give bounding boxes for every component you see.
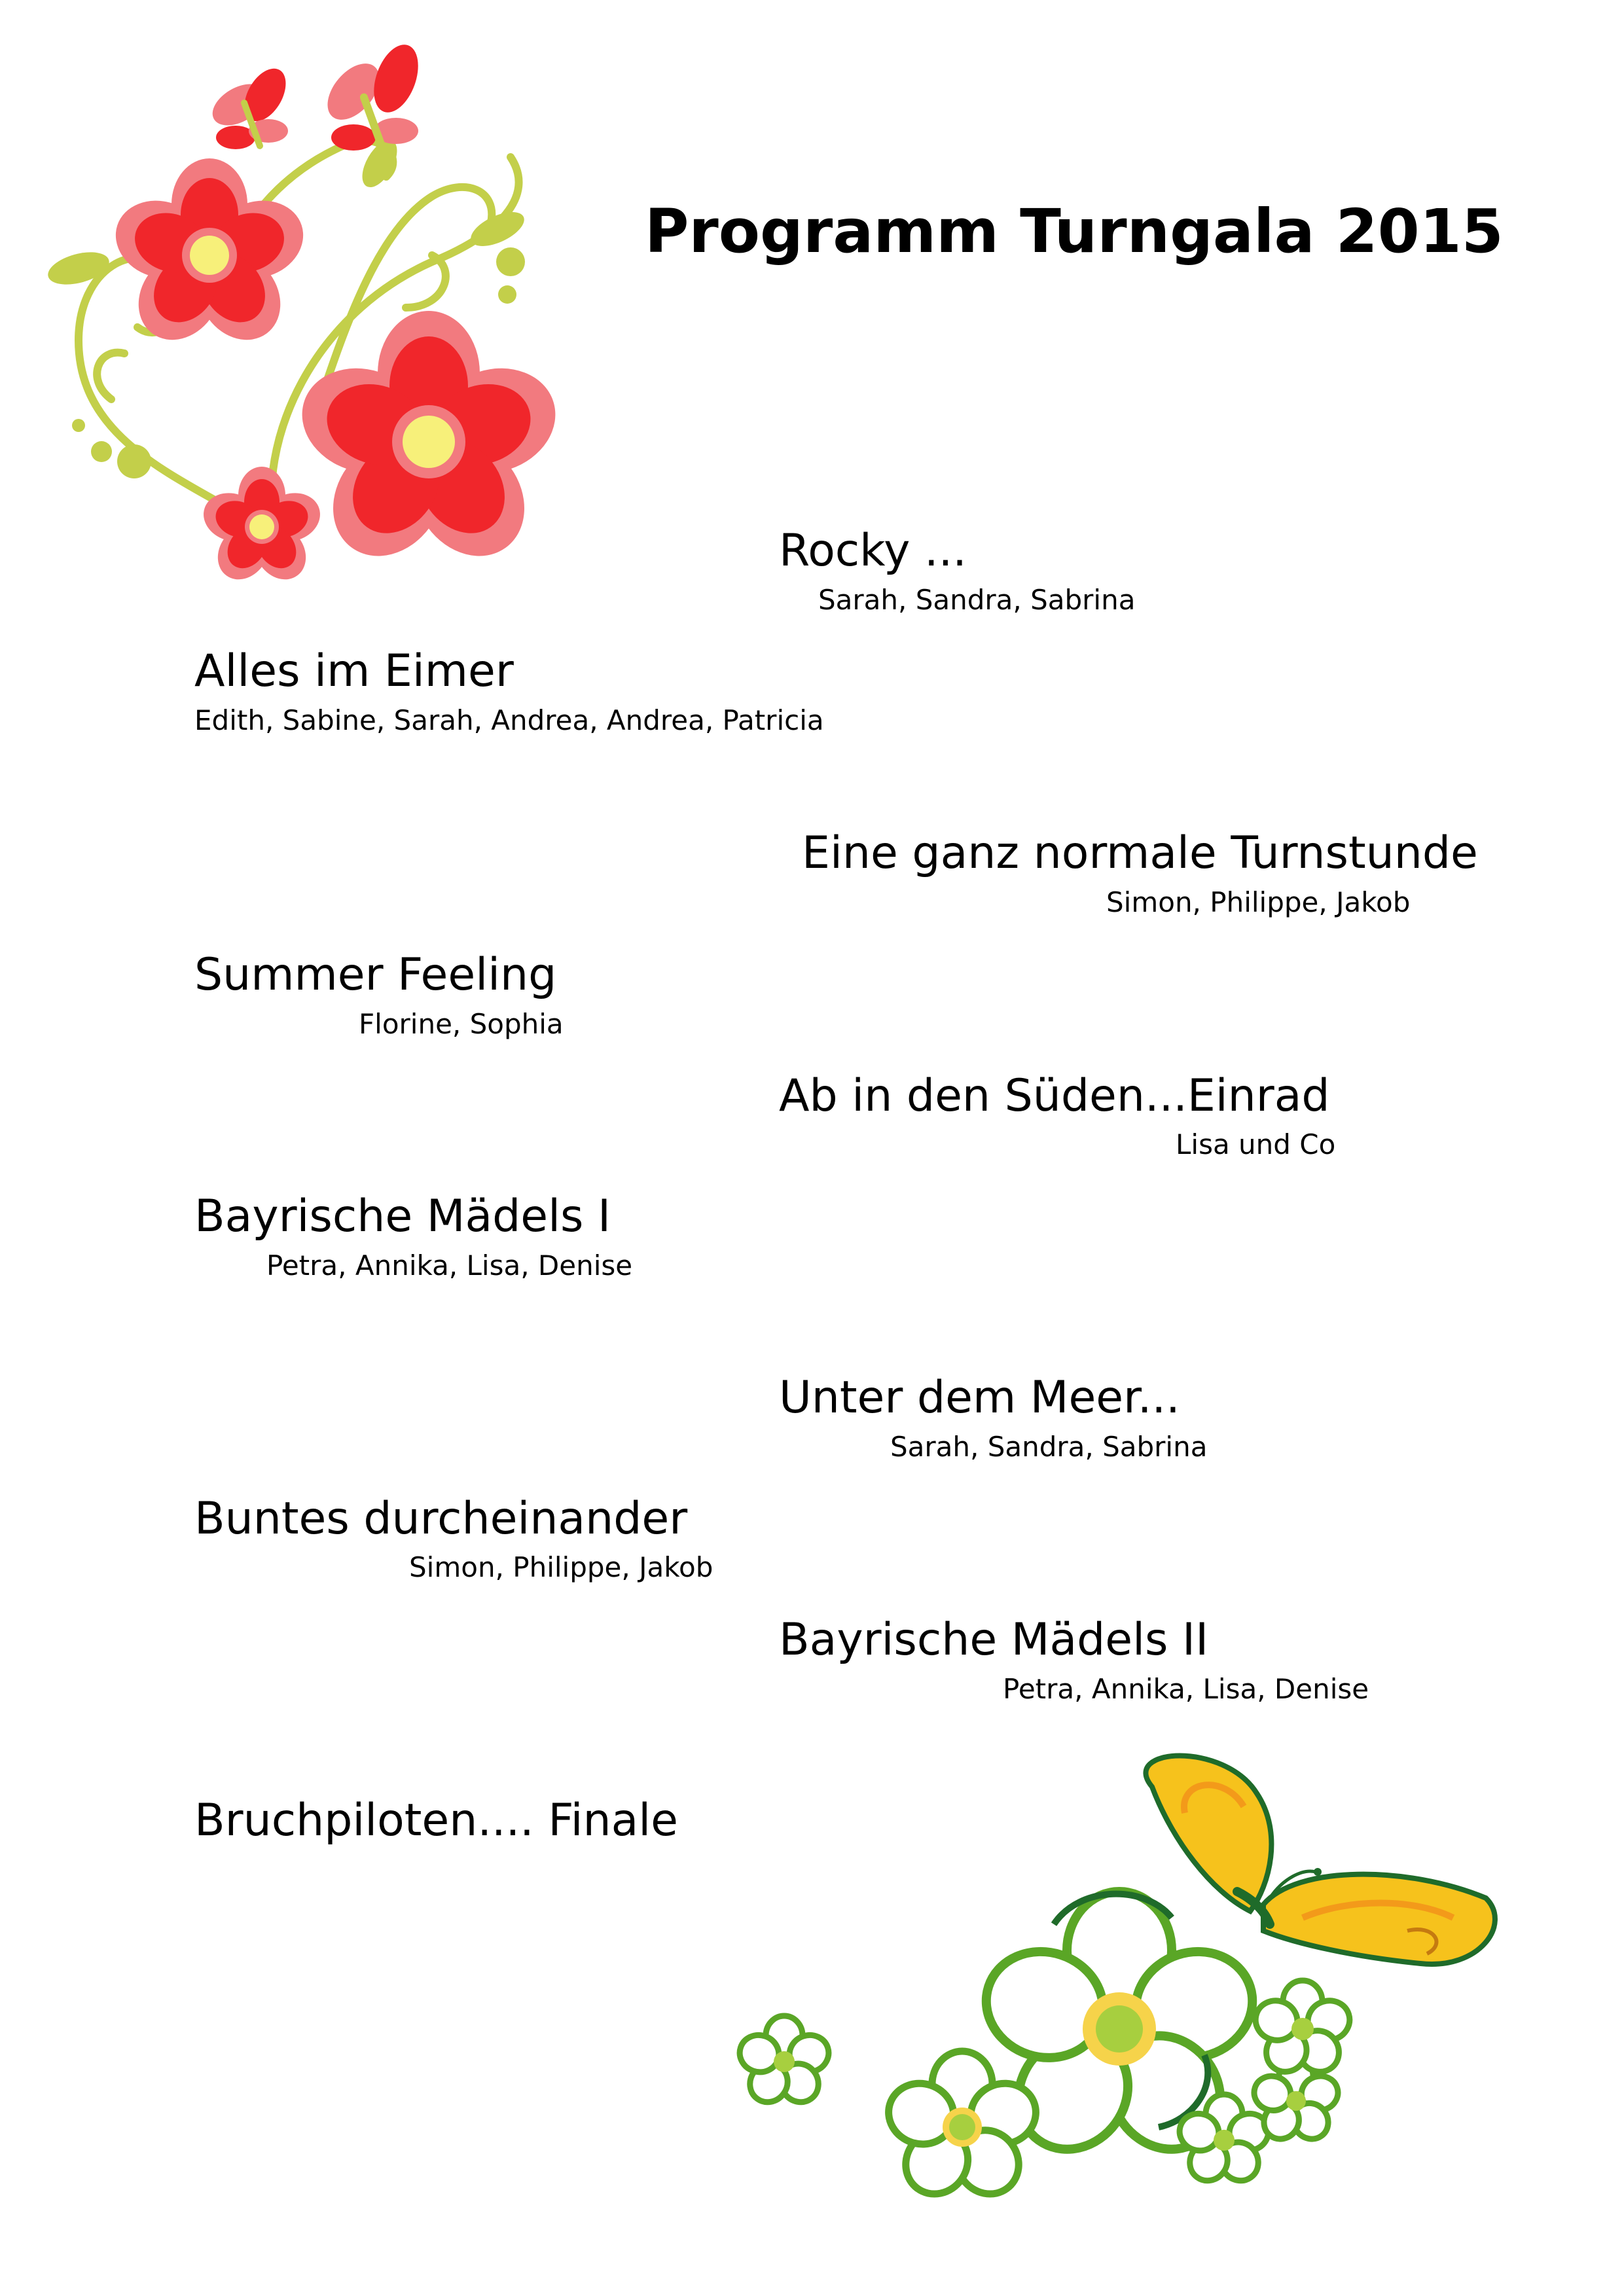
act-performers: Edith, Sabine, Sarah, Andrea, Andrea, Patricia <box>194 704 824 736</box>
butterfly-small-icon <box>206 62 295 150</box>
act-title: Alles im Eimer <box>194 645 514 697</box>
green-daisy-small-icon <box>1250 1981 1354 2080</box>
butterfly-icon <box>317 39 427 156</box>
act-title: Unter dem Meer... <box>779 1372 1180 1424</box>
act-title: Bayrische Mädels II <box>779 1614 1209 1666</box>
act-title: Ab in den Süden...Einrad <box>779 1070 1330 1122</box>
act-title: Bruchpiloten.... Finale <box>194 1795 678 1846</box>
act-performers: Petra, Annika, Lisa, Denise <box>1003 1673 1369 1705</box>
act-title: Summer Feeling <box>194 949 557 1001</box>
red-flower-small-icon <box>197 467 326 590</box>
act-performers: Sarah, Sandra, Sabrina <box>890 1431 1208 1463</box>
green-daisy-small-icon <box>735 2016 833 2109</box>
act-performers: Simon, Philippe, Jakob <box>1106 886 1411 918</box>
page-title: Programm Turngala 2015 <box>645 196 1504 266</box>
red-flower-large-icon <box>289 311 569 578</box>
act-performers: Lisa und Co <box>1176 1128 1336 1160</box>
act-title: Rocky ... <box>779 525 967 577</box>
red-flowers-butterflies-illustration <box>39 33 602 596</box>
act-performers: Florine, Sophia <box>359 1008 564 1040</box>
act-title: Bayrische Mädels I <box>194 1191 611 1242</box>
act-performers: Petra, Annika, Lisa, Denise <box>266 1249 633 1282</box>
act-title: Eine ganz normale Turnstunde <box>802 827 1478 879</box>
butterfly-daisies-illustration <box>727 1734 1512 2232</box>
act-performers: Sarah, Sandra, Sabrina <box>818 584 1136 616</box>
act-title: Buntes durcheinander <box>194 1493 688 1545</box>
yellow-butterfly-icon <box>1146 1756 1494 1964</box>
act-performers: Simon, Philippe, Jakob <box>409 1551 713 1583</box>
